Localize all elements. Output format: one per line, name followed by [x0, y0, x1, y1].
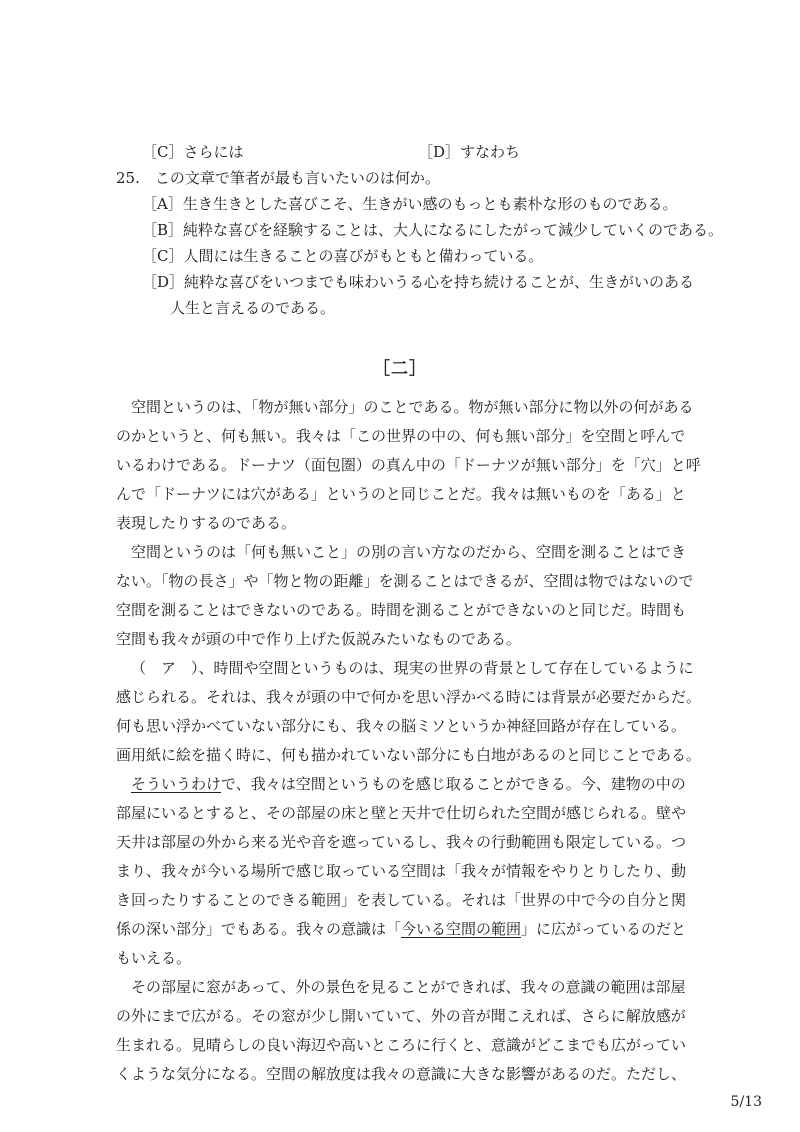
passage-line: まり、我々が今いる場所で感じ取っている空間は「我々が情報をやりとりしたり、動	[116, 862, 687, 880]
passage-line: の外にまで広がる。その窓が少し開いていて、外の音が聞こえれば、さらに解放感が	[116, 1007, 686, 1025]
q25-choice-d: ［D］純粋な喜びをいつまでも味わいうる心を持ち続けることが、生きがいのある	[142, 273, 695, 291]
choice-c-prev: ［C］さらには	[142, 143, 244, 161]
passage-text: 」に広がっているのだと	[521, 920, 687, 938]
q25-choice-d-cont: 人生と言えるのである。	[170, 299, 336, 317]
passage-line: 空間というのは、「物が無い部分」のことである。物が無い部分に物以外の何がある	[131, 398, 694, 416]
passage-line: いるわけである。ドーナツ（面包圏）の真ん中の「ドーナツが無い部分」を「穴」と呼	[116, 456, 701, 474]
passage-paragraph-2	[116, 538, 694, 654]
passage-line: 天井は部屋の外から来る光や音を遮っているし、我々の行動範囲も限定している。つ	[116, 833, 687, 851]
underlined-phrase-souiuwake: そういうわけ	[131, 775, 222, 793]
passage-line: んで「ドーナツには穴がある」というのと同じことだ。我々は無いものを「ある」と	[116, 485, 686, 503]
q25-choice-c: ［C］人間には生きることの喜びがもともと備わっている。	[142, 247, 544, 265]
passage-line: もいえる。	[116, 949, 192, 967]
passage-line: 感じられる。それは、我々が頭の中で何かを思い浮かべる時には背景が必要だからだ。	[116, 688, 702, 706]
underlined-phrase-space-range: 今いる空間の範囲	[401, 920, 522, 938]
q25-choice-b: ［B］純粋な喜びを経験することは、大人になるにしたがって減少していくのである。	[142, 221, 724, 239]
passage-text: 係の深い部分」でもある。我々の意識は「	[116, 920, 402, 938]
passage-line: のかというと、何も無い。我々は「この世界の中の、何も無い部分」を空間と呼んで	[116, 427, 686, 445]
section-title: ［二］	[373, 359, 427, 379]
passage-line: くような気分になる。空間の解放度は我々の意識に大きな影響があるのだ。ただし、	[116, 1065, 687, 1083]
passage-text: で、我々は空間というものを感じ取ることができる。今、建物の中の	[221, 775, 686, 793]
q25-choice-a: ［A］生き生きとした喜びこそ、生きがい感のもっとも素朴な形のものである。	[142, 195, 678, 213]
choice-d-prev: ［D］すなわち	[418, 143, 521, 161]
passage-line: 表現したりするのである。	[116, 514, 297, 532]
passage-line: 画用紙に絵を描く時に、何も描かれていない部分にも白地があるのと同じことである。	[116, 746, 702, 764]
passage-line	[116, 915, 686, 944]
passage-line: 空間というのは「何も無いこと」の別の言い方なのだから、空間を測ることはでき	[131, 543, 687, 561]
passage-paragraph-4	[116, 770, 686, 973]
passage-line	[116, 770, 686, 799]
passage-line: 空間も我々が頭の中で作り上げた仮説みたいなものである。	[116, 630, 522, 648]
passage-line: その部屋に窓があって、外の景色を見ることができれば、我々の意識の範囲は部屋	[131, 978, 686, 996]
passage-line: き回ったりすることのできる範囲」を表している。それは「世界の中で今の自分と関	[116, 891, 687, 909]
passage-paragraph-1	[116, 393, 701, 538]
passage-line: 空間を測ることはできないのである。時間を測ることができないのと同じだ。時間も	[116, 601, 687, 619]
passage-line: ない。「物の長さ」や「物と物の距離」を測ることはできるが、空間は物ではないので	[116, 572, 694, 590]
passage-line: 何も思い浮かべていない部分にも、我々の脳ミソというか神経回路が存在している。	[116, 717, 687, 735]
page-number: 5/13	[730, 1094, 762, 1110]
passage-line: 部屋にいるとすると、その部屋の床と壁と天井で仕切られた空間が感じられる。壁や	[116, 804, 687, 822]
passage-line: 生まれる。見晴らしの良い海辺や高いところに行くと、意識がどこまでも広がってい	[116, 1036, 687, 1054]
passage-paragraph-3	[116, 654, 701, 770]
question-25-stem: 25. この文章で筆者が最も言いたいのは何か。	[116, 169, 440, 187]
passage-paragraph-5	[116, 973, 686, 1089]
passage-line: （ ア ）、時間や空間というものは、現実の世界の背景として存在しているように	[131, 659, 694, 677]
